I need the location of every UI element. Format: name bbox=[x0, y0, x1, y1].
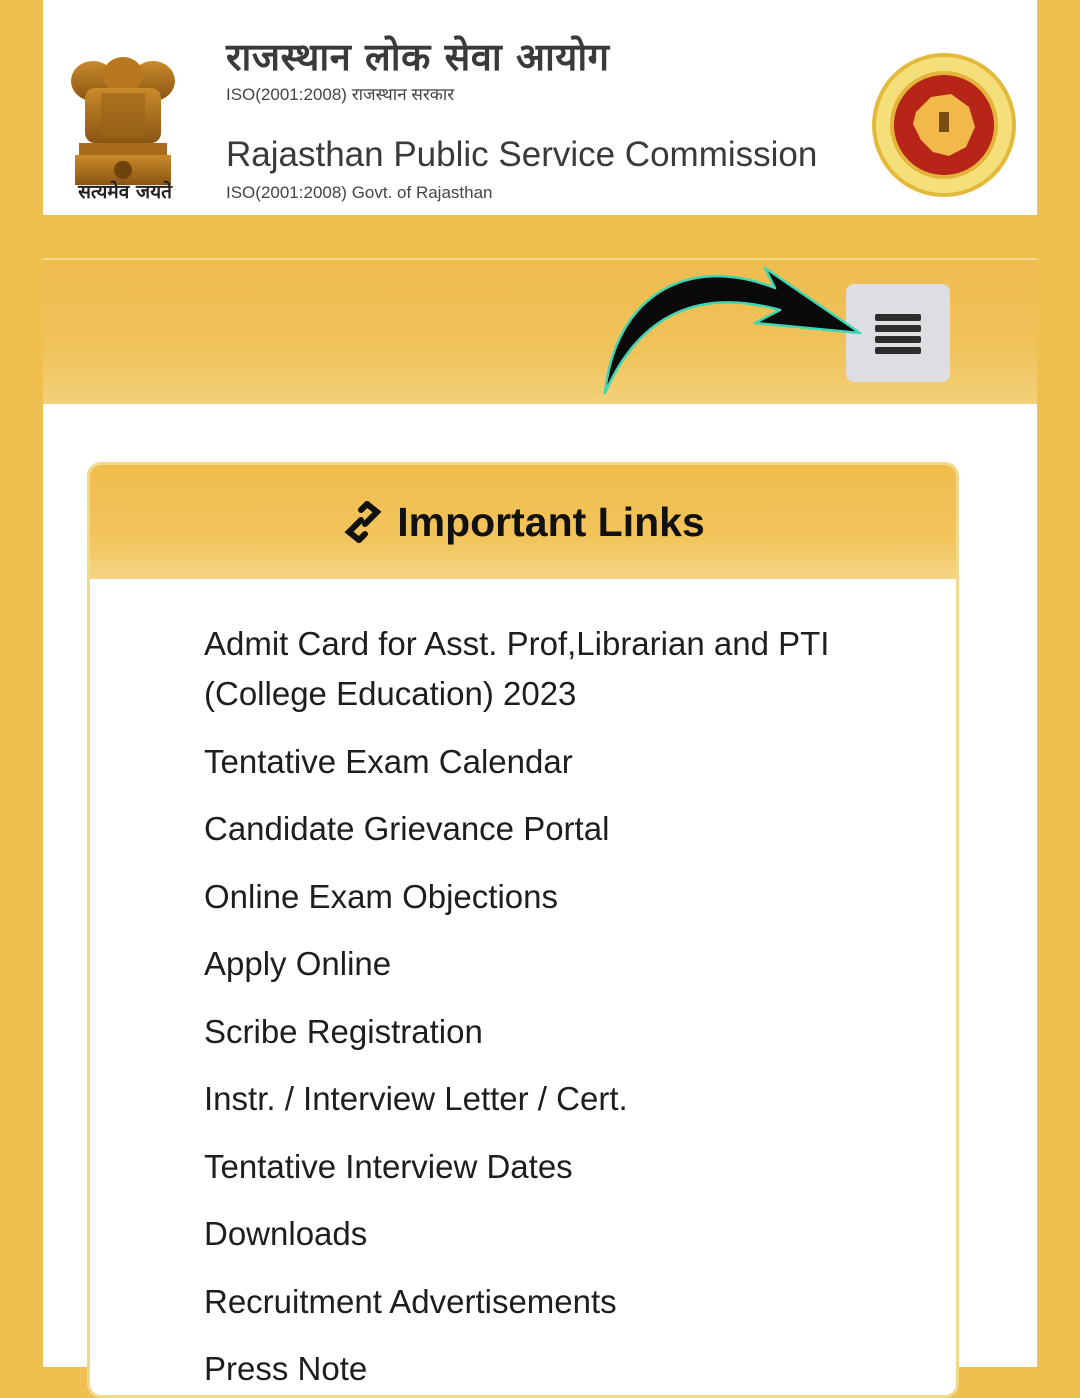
link-item-press-note[interactable]: Press Note bbox=[204, 1350, 368, 1387]
link-item-exam-calendar[interactable]: Tentative Exam Calendar bbox=[204, 742, 573, 780]
link-item-interview-letter[interactable]: Instr. / Interview Letter / Cert. bbox=[204, 1080, 628, 1117]
english-subtitle: ISO(2001:2008) Govt. of Rajasthan bbox=[226, 183, 493, 202]
rpsc-seal-icon bbox=[871, 52, 1017, 198]
site-header bbox=[43, 0, 1037, 215]
main-content bbox=[43, 404, 1037, 1387]
important-links-title: Important Links bbox=[397, 498, 705, 545]
hindi-subtitle: ISO(2001:2008) राजस्थान सरकार bbox=[226, 85, 455, 104]
important-links-header bbox=[90, 465, 956, 579]
link-icon bbox=[341, 498, 385, 546]
link-item-apply-online[interactable]: Apply Online bbox=[204, 945, 392, 982]
link-item-downloads[interactable]: Downloads bbox=[204, 1215, 368, 1252]
link-item-grievance-portal[interactable]: Candidate Grievance Portal bbox=[204, 810, 610, 847]
important-links-card bbox=[87, 462, 959, 1398]
english-title: Rajasthan Public Service Commission bbox=[226, 135, 818, 174]
link-item-admit-card[interactable]: Admit Card for Asst. Prof,Librarian and PTI (College Education) 2023 bbox=[204, 625, 830, 712]
link-item-exam-objections[interactable]: Online Exam Objections bbox=[204, 877, 558, 915]
hindi-title: राजस्थान लोक सेवा आयोग bbox=[226, 34, 610, 79]
curved-arrow-annotation-icon bbox=[595, 238, 875, 398]
link-item-interview-dates[interactable]: Tentative Interview Dates bbox=[204, 1147, 573, 1185]
important-links-list bbox=[90, 579, 956, 1394]
navbar bbox=[43, 258, 1037, 406]
link-item-scribe-registration[interactable]: Scribe Registration bbox=[204, 1012, 483, 1050]
link-item-recruitment-ads[interactable]: Recruitment Advertisements bbox=[204, 1282, 617, 1320]
emblem-motto: सत्यमेव जयते bbox=[78, 181, 172, 203]
